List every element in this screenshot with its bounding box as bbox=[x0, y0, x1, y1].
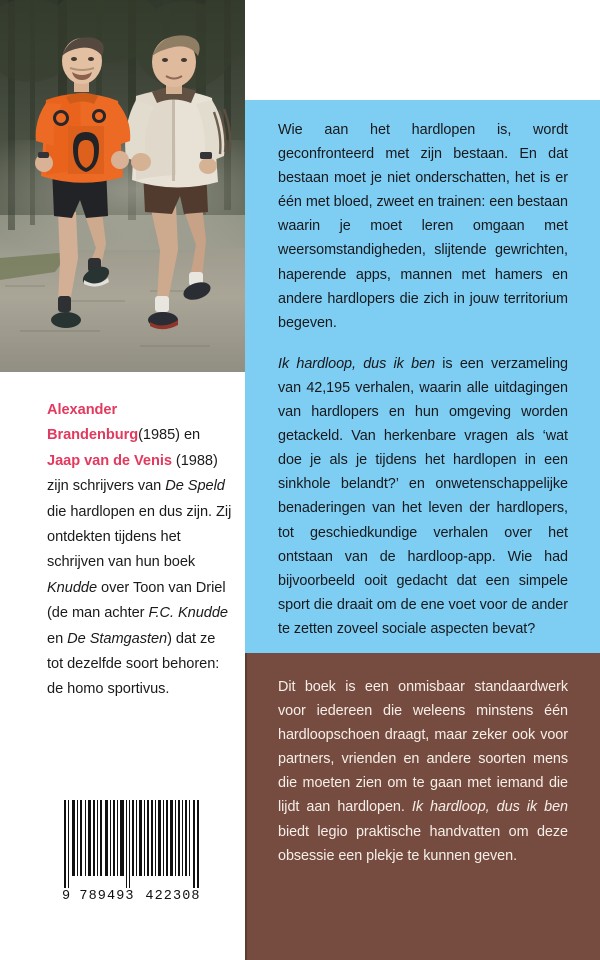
barcode-digits bbox=[58, 889, 206, 904]
bio-conjunction: en bbox=[179, 427, 201, 444]
author-2-year: (1988) bbox=[175, 452, 218, 469]
book-name-knudde: Knudde bbox=[47, 579, 98, 596]
bio-line-3: over Toon van Driel (de man achter bbox=[47, 579, 226, 622]
author-name-2: Jaap van de Venis bbox=[47, 452, 172, 469]
blurb-paragraph-2 bbox=[278, 352, 568, 641]
show-name-de-stamgasten: De Stamgasten bbox=[67, 630, 168, 647]
author-bio-text bbox=[47, 398, 233, 703]
author-1-year: (1985) bbox=[138, 427, 180, 444]
book-title-italic-brown: Ik hardloop, dus ik ben bbox=[411, 799, 569, 816]
author-name-1: Alexander Brandenburg bbox=[47, 402, 139, 444]
barcode-bars bbox=[62, 800, 202, 888]
barcode-digit-group-2: 789493 bbox=[79, 889, 135, 904]
brown-text-before-title: Dit boek is een onmisbaar standaardwerk voor iedereen die weleens minstens één hardloopschoen draagt, maar zeker ook voor partners, vrienden en andere soorten mens die moeten zien om te gaan met iemand die lijdt aan hardlopen. bbox=[278, 679, 568, 816]
show-name-fc-knudde: F.C. Knudde bbox=[148, 605, 228, 622]
bio-line-4: en bbox=[47, 630, 68, 647]
blurb-paragraph-1: Wie aan het hardlopen is, wordt geconfronteerd met zijn bestaan. En dat bestaan moet je niet onderschatten, het is er één met bloed, zweet en trainen: een bestaan waarin je moet leren omgaan met weersomstandigheden, slijtende gewrichten, haperende apps, mannen met hamers en andere hardlopers die zich in jouw territorium begeven. bbox=[278, 122, 568, 331]
author-bio bbox=[47, 398, 233, 703]
isbn-barcode bbox=[62, 800, 202, 904]
publication-name: De Speld bbox=[165, 478, 225, 495]
barcode-digit-group-1: 9 bbox=[61, 889, 71, 904]
blurb-panel-blue bbox=[245, 100, 600, 653]
brown-text-after-title: biedt legio praktische handvatten om deze obsessie een plekje te kunnen geven. bbox=[278, 823, 568, 864]
barcode-digit-group-3: 422308 bbox=[145, 889, 201, 904]
blurb-paragraph-2-rest: is een verzameling van 42,195 verhalen, waarin alle uitdagingen van hardlopers en hun omgeving worden getackeld. Van herkenbare vragen als ‘wat doe je als je tijdens het hardlopen in een sinkhole belandt?’ en onwetenschappelijke benaderingen van het leven der hardlopers, tot geschiedkundige verhalen over het ontstaan van de hardloop-app. Wie had bijvoorbeeld ooit gedacht dat een simpele sport die draait om de ene voet voor de ander te zetten zoveel sociale aspecten bevat? bbox=[278, 355, 569, 637]
bio-line-after-years: zijn schrijvers van bbox=[47, 478, 166, 495]
bio-line-5: ) dat ze tot dezelfde soort behoren: de homo sportivus. bbox=[47, 630, 220, 698]
brown-paragraph bbox=[278, 675, 568, 868]
cover-photo bbox=[0, 0, 245, 372]
joggers-photo-illustration bbox=[0, 0, 245, 372]
book-title-italic: Ik hardloop, dus ik ben bbox=[278, 355, 435, 372]
blurb-panel-brown bbox=[245, 653, 600, 960]
bio-line-2: die hardlopen en dus zijn. Zij ontdekten tijdens het schrijven van hun boek bbox=[47, 503, 232, 571]
